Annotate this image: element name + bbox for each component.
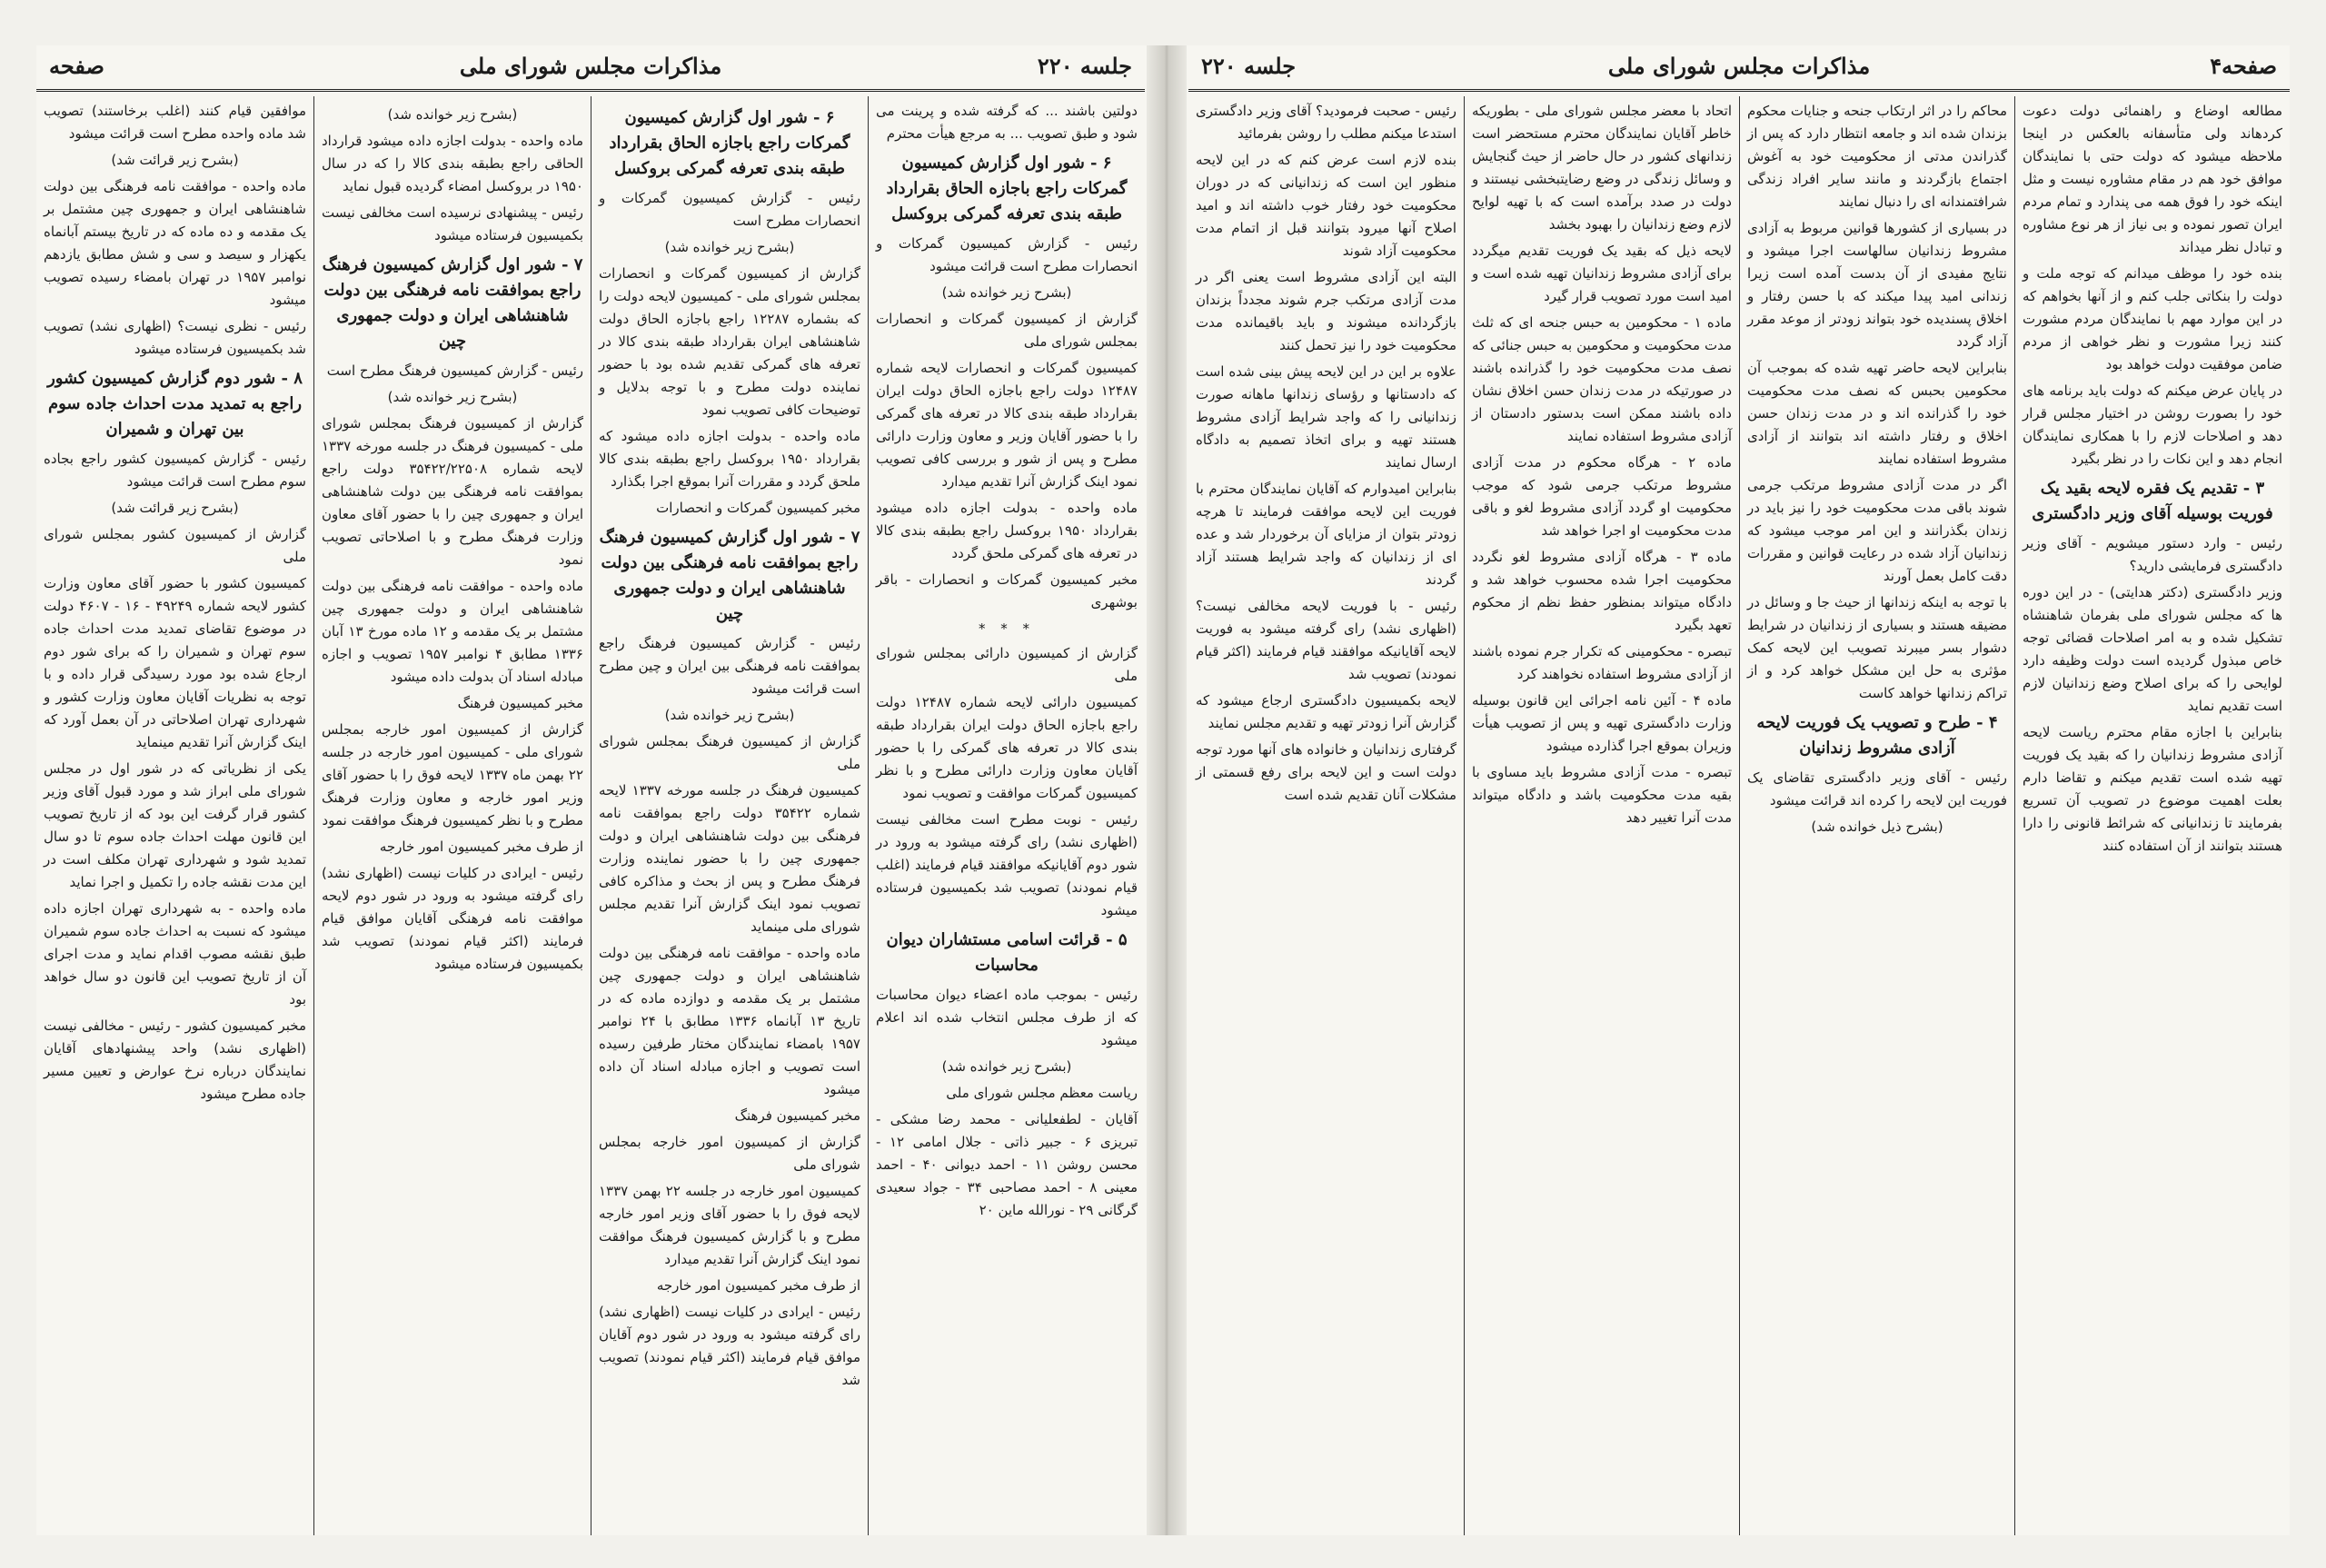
paragraph: ماده ۳ - هرگاه آزادی مشروط لغو نگردد محکومیت اجرا شده محسوب خواهد شد و دادگاه میتواند بمنظور حفظ نظم از محکوم تعهد بگیرد	[1472, 549, 1732, 633]
paragraph: با توجه به اینکه زندانها از حیث جا و وسائل در مضیقه هستند و بسیاری از زندانیان در شرایط دشوار بسر میبرند تصویب این لایحه کمک مؤثری به حل این مشکل خواهد کرد و از تراکم زندانها خواهد کاست	[1747, 594, 2007, 701]
section-heading: ۵ - قرائت اسامی مستشاران دیوان محاسبات	[886, 930, 1128, 975]
paragraph: ماده ۲ - هرگاه محکوم در مدت آزادی مشروط مرتکب جرمی شود که موجب محکومیت او گردد آزادی مشروط لغو و باقی مدت محکومیت او اجرا خواهد شد	[1472, 454, 1732, 539]
book-gutter	[1147, 45, 1187, 1535]
paragraph: لایحه بکمیسیون دادگستری ارجاع میشود که گزارش آنرا زودتر تهیه و تقدیم مجلس نمایند	[1196, 692, 1456, 731]
section-heading: ۳ - تقدیم یک فقره لایحه بقید یک فوریت بوسیله آقای وزیر دادگستری	[2032, 479, 2273, 523]
reading-note: (بشرح زیر خوانده شد)	[664, 239, 795, 255]
paragraph: در بسیاری از کشورها قوانین مربوط به آزادی مشروط زندانیان سالهاست اجرا میشود و نتایج مفیدی از آن بدست آمده است زیرا زندانی امید پیدا میکند که با حسن رفتار و اخلاق پسندیده خود بتواند زودتر از موعد مقرر آزاد گردد	[1747, 220, 2007, 350]
paragraph: بنابراین لایحه حاضر تهیه شده که بموجب آن محکومین بحبس که نصف مدت محکومیت خود را گذرانده اند و در مدت زندان حسن اخلاق و رفتار داشته اند بتوانند از آزادی مشروط استفاده نمایند	[1747, 360, 2007, 467]
paragraph: رئیس - ایرادی در کلیات نیست (اظهاری نشد) رای گرفته میشود به ورود در شور دوم آقایان موافق قیام فرمایند (اکثر قیام نمودند) تصویب شد	[599, 1304, 860, 1388]
paragraph: رئیس - گزارش کمیسیون گمرکات و انحصارات مطرح است قرائت میشود	[876, 235, 1138, 274]
text-column	[36, 96, 313, 1535]
paragraph: رئیس - گزارش کمیسیون فرهنگ راجع بموافقت نامه فرهنگی بین ایران و چین مطرح است قرائت میشود	[599, 635, 860, 697]
section-heading: ۷ - شور اول گزارش کمیسیون فرهنگ راجع بموافقت نامه فرهنگی بین دولت شاهنشاهی ایران و دولت جمهوری چین	[322, 255, 583, 351]
paragraph: کمیسیون امور خارجه در جلسه ۲۲ بهمن ۱۳۳۷ لایحه فوق را با حضور آقای وزیر امور خارجه مطرح و با گزارش کمیسیون فرهنگ موافقت نمود اینک گزارش آنرا تقدیم میدارد	[599, 1183, 860, 1267]
paragraph: رئیس - وارد دستور میشویم - آقای وزیر دادگستری فرمایشی دارید؟	[2023, 535, 2282, 574]
paragraph: رئیس - گزارش کمیسیون کشور راجع بجاده سوم مطرح است قرائت میشود	[44, 451, 306, 490]
page-number-label: صفحه۴	[2210, 53, 2277, 79]
paragraph: ماده واحده - بدولت اجازه داده میشود قرارداد الحاقی راجع بطبقه بندی کالا را که در سال ۱۹۵۰ در بروکسل امضاء گردیده قبول نماید	[322, 133, 583, 194]
paragraph: مخبر کمیسیون فرهنگ	[734, 1107, 860, 1124]
reading-note: (بشرح زیر خوانده شد)	[941, 1058, 1072, 1075]
text-column	[868, 96, 1145, 1535]
paragraph: رئیس - صحبت فرمودید؟ آقای وزیر دادگستری استدعا میکنم مطلب را روشن بفرمائید	[1196, 103, 1456, 142]
columns	[1188, 96, 2290, 1535]
paragraph: بنابراین امیدوارم که آقایان نمایندگان محترم با فوریت این لایحه موافقت فرمایند تا هرچه زودتر بتوان از مزایای آن برخوردار شد و عده ای از زندانیان که واجد شرایط هستند آزاد گردند	[1196, 481, 1456, 588]
paragraph: کمیسیون کشور با حضور آقای معاون وزارت کشور لایحه شماره ۴۹۲۴۹ - ۱۶ - ۴۶۰۷ دولت در موضوع تقاضای تمدید مدت احداث جاده سوم تهران و شمیران را که برای شور دوم ارجاع شده بود مورد رسیدگی قرار داده و با توجه به نظریات آقایان معاون وزارت کشور و شهرداری تهران اصلاحاتی در آن بعمل آورد که اینک گزارش آنرا تقدیم مینماید	[44, 575, 306, 750]
page-left	[36, 45, 1145, 1535]
paragraph: ریاست معظم مجلس شورای ملی	[946, 1085, 1138, 1101]
paragraph: ماده واحده - موافقت نامه فرهنگی بین دولت شاهنشاهی ایران و جمهوری چین مشتمل بر یک مقدمه و ده ماده که در تاریخ بیستم آبانماه یکهزار و سیصد و سی و شش مطابق یازدهم نوامبر ۱۹۵۷ در تهران بامضاء رسیده تصویب میشود	[44, 178, 306, 308]
paragraph: ماده واحده - موافقت نامه فرهنگی بین دولت شاهنشاهی ایران و دولت جمهوری چین مشتمل بر یک مقدمه و دوازده ماده که در تاریخ ۱۳ آبانماه ۱۳۳۶ مطابق با ۲۴ نوامبر ۱۹۵۷ بامضاء نمایندگان مختار طرفین رسیده است تصویب و اجازه مبادله اسناد آن داده میشود	[599, 945, 860, 1097]
paragraph: علاوه بر این در این لایحه پیش بینی شده است که دادستانها و رؤسای زندانها ماهانه صورت زندانیانی را که واجد شرایط آزادی مشروط هستند تهیه و برای اتخاذ تصمیم به دادگاه ارسال نمایند	[1196, 363, 1456, 471]
paragraph: بنابراین با اجازه مقام محترم ریاست لایحه آزادی مشروط زندانیان را که بقید یک فوریت تهیه شده است تقدیم میکنم و تقاضا دارم بعلت اهمیت موضوع در تصویب آن تسریع بفرمایند تا زندانیانی که شرائط قانونی را دارا هستند بتوانند از آن استفاده کنند	[2023, 724, 2282, 854]
session-label: جلسه ۲۲۰	[1037, 53, 1132, 79]
paragraph: گزارش از کمیسیون دارائی بمجلس شورای ملی	[876, 645, 1138, 684]
paragraph: رئیس - گزارش کمیسیون فرهنگ مطرح است	[326, 362, 583, 379]
section-heading: ۶ - شور اول گزارش کمیسیون گمرکات راجع باجازه الحاق بقرارداد طبقه بندی تعرفه گمرکی بروکسل	[886, 154, 1128, 223]
paragraph: ماده واحده - بدولت اجازه داده میشود که بقرارداد ۱۹۵۰ بروکسل راجع بطبقه بندی کالا ملحق گردد و مقررات آنرا بموقع اجرا بگذارد	[599, 428, 860, 490]
page-right	[1188, 45, 2290, 1535]
paragraph: اتحاد با معضر مجلس شورای ملی - بطوریکه خاطر آقایان نمایندگان محترم مستحضر است زندانهای کشور در حال حاضر از حیث گنجایش و وسائل زندگی در وضع رضایتبخشی نیستند و دولت در صدد برآمده است که با تهیه لوایح لازم وضع زندانیان را بهبود بخشد	[1472, 103, 1732, 233]
paragraph: رئیس - آقای وزیر دادگستری تقاضای یک فوریت این لایحه را کرده اند قرائت میشود	[1747, 769, 2007, 809]
text-column	[1188, 96, 1464, 1535]
paragraph: کمیسیون دارائی لایحه شماره ۱۲۴۸۷ دولت راجع باجازه الحاق دولت ایران بقرارداد طبقه بندی کالا در تعرفه های گمرکی را با حضور آقایان معاون وزارت دارائی مطرح و با نظر کمیسیون گمرکات موافقت و تصویب نمود	[876, 694, 1138, 801]
text-column	[1464, 96, 1739, 1535]
paragraph: ماده واحده - به شهرداری تهران اجازه داده میشود که نسبت به احداث جاده سوم شمیران طبق نقشه مصوب اقدام نماید و مدت اجرای آن از تاریخ تصویب این قانون دو سال خواهد بود	[44, 900, 306, 1007]
paragraph: مخبر کمیسیون گمرکات و انحصارات - باقر بوشهری	[876, 571, 1138, 610]
paragraph: گزارش از کمیسیون گمرکات و انحصارات بمجلس شورای ملی - کمیسیون لایحه دولت را که بشماره ۱۲۲۸۷ راجع باجازه الحاق دولت شاهنشاهی ایران بقرارداد طبقه بندی کالا در تعرفه های گمرکی تقدیم شده بود با حضور نماینده دولت مطرح و با توجه بدلایل و توضیحات کافی تصویب نمود	[599, 265, 861, 418]
reading-note: (بشرح زیر قرائت شد)	[111, 500, 239, 516]
paragraph: مخبر کمیسیون کشور - رئیس - مخالفی نیست (اظهاری نشد) واحد پیشنهادهای آقایان نمایندگان درباره نرخ عوارض و تعیین مسیر جاده مطرح میشود	[44, 1017, 306, 1102]
paragraph: مخبر کمیسیون گمرکات و انحصارات	[656, 500, 860, 516]
section-heading: ۴ - طرح و تصویب یک فوریت لایحه آزادی مشروط زندانیان	[1756, 713, 1998, 758]
paragraph: ماده ۱ - محکومین به حبس جنحه ای که ثلث مدت محکومیت و محکومین به حبس جنائی که نصف مدت محکومیت خود را گذرانده باشند در صورتیکه در مدت زندان حسن اخلاق نشان داده باشند ممکن است بدستور دادستان از آزادی مشروط استفاده نمایند	[1472, 314, 1732, 444]
page-header	[1188, 45, 2290, 92]
paragraph: گزارش از کمیسیون امور خارجه بمجلس شورای ملی	[599, 1134, 860, 1173]
paragraph: تبصره - مدت آزادی مشروط باید مساوی با بقیه مدت محکومیت باشد و دادگاه میتواند مدت آنرا تغییر دهد	[1472, 764, 1732, 826]
paragraph: یکی از نظریاتی که در شور اول در مجلس شورای ملی ابراز شد و مورد قبول آقای وزیر کشور قرار گرفت این بود که از تاریخ تصویب این قانون مهلت احداث جاده سوم تا دو سال تمدید شود و شهرداری تهران مکلف است در این مدت نقشه جاده را تکمیل و اجرا نماید	[44, 760, 306, 890]
page-header	[36, 45, 1145, 92]
paragraph: بنده لازم است عرض کنم که در این لایحه منظور این است که زندانیانی که در دوران محکومیت خود رفتار خوب داشته اند و امید اصلاح آنها میرود بتوانند قبل از اتمام مدت محکومیت آزاد شوند	[1196, 152, 1456, 259]
columns	[36, 96, 1145, 1535]
paragraph: مطالعه اوضاع و راهنمائی دولت دعوت کردهاند ولی متأسفانه بالعکس در اینجا ملاحظه میشود که دولت حتی با نمایندگان موافق خود هم در مقام مشاوره نیست و مثل اینکه خود را فوق همه می پندارد و تمام مردم ایران تصور نموده و بی نیاز از هر نوع مشاوره و تبادل نظر میداند	[2023, 103, 2282, 255]
text-column	[1739, 96, 2014, 1535]
paragraph: مخبر کمیسیون فرهنگ	[457, 695, 583, 711]
paragraph: ماده واحده - موافقت نامه فرهنگی بین دولت شاهنشاهی ایران و دولت جمهوری چین مشتمل بر یک مقدمه و ۱۲ ماده مورخ ۱۳ آبان ۱۳۳۶ مطابق ۴ نوامبر ۱۹۵۷ تصویب و اجازه مبادله اسناد آن بدولت داده میشود	[322, 578, 583, 685]
paragraph: رئیس - با فوریت لایحه مخالفی نیست؟ (اظهاری نشد) رای گرفته میشود به فوریت لایحه آقایانیکه موافقند قیام فرمایند (اکثر قیام نمودند) تصویب شد	[1196, 598, 1456, 682]
paragraph: گزارش از کمیسیون امور خارجه بمجلس شورای ملی - کمیسیون امور خارجه در جلسه ۲۲ بهمن ماه ۱۳۳۷ لایحه فوق را با حضور آقای وزیر امور خارجه و معاون وزارت فرهنگ مطرح و با نظر کمیسیون فرهنگ موافقت نمود	[322, 721, 584, 829]
paragraph: گزارش از کمیسیون فرهنگ بمجلس شورای ملی - کمیسیون فرهنگ در جلسه مورخه ۱۳۳۷ لایحه شماره ۳۵۴۲۲/۲۲۵۰۸ دولت راجع بموافقت نامه فرهنگی بین دولت شاهنشاهی ایران و جمهوری چین را با حضور آقای معاون وزارت فرهنگ مطرح و با اصلاحاتی تصویب نمود	[322, 415, 583, 568]
reading-note: (بشرح زیر خوانده شد)	[387, 389, 518, 405]
paragraph: محاکم را در اثر ارتکاب جنحه و جنایات محکوم بزندان شده اند و جامعه انتظار دارد که پس از گذراندن مدتی از محکومیت خود به آغوش اجتماع بازگردند و مانند سایر افراد زندگی شرافتمندانه ای را دنبال نمایند	[1747, 103, 2007, 210]
paragraph: موافقین قیام کنند (اغلب برخاستند) تصویب شد ماده واحده مطرح است قرائت میشود	[44, 103, 306, 142]
section-heading: ۸ - شور دوم گزارش کمیسیون کشور راجع به تمدید مدت احداث جاده سوم بین تهران و شمیران	[47, 369, 303, 439]
paragraph: اگر در مدت آزادی مشروط مرتکب جرمی شوند باقی مدت محکومیت خود را نیز باید در زندان بگذرانند و این امر موجب میشود که زندانیان آزاد شده در رعایت قوانین و مقررات دقت کامل بعمل آورند	[1747, 477, 2007, 584]
paragraph: لایحه ذیل که بقید یک فوریت تقدیم میگردد برای آزادی مشروط زندانیان تهیه شده است و امید است مورد تصویب قرار گیرد	[1472, 243, 1732, 304]
reading-note: (بشرح زیر خوانده شد)	[387, 106, 518, 123]
separator: * * *	[978, 620, 1036, 637]
reading-note: (بشرح ذیل خوانده شد)	[1811, 819, 1943, 835]
reading-note: (بشرح زیر خوانده شد)	[941, 284, 1072, 301]
page-number-label: صفحه	[49, 53, 104, 79]
session-label: جلسه ۲۲۰	[1201, 53, 1297, 79]
publication-title: مذاکرات مجلس شورای ملی	[1607, 53, 1871, 79]
paragraph: وزیر دادگستری (دکتر هدایتی) - در این دوره ها که مجلس شورای ملی بفرمان شاهنشاه تشکیل شده و به امر اصلاحات قضائی توجه خاص مبذول گردیده است دولت وظیفه دارد لوایحی را که برای اصلاح وضع زندانیان لازم است تقدیم نماید	[2023, 584, 2282, 714]
paragraph: رئیس - پیشنهادی نرسیده است مخالفی نیست بکمیسیون فرستاده میشود	[322, 204, 583, 243]
paragraph: بنده خود را موظف میدانم که توجه ملت و دولت را بنکاتی جلب کنم و از آنها بخواهم که در این موارد مهم با نمایندگان مردم مشورت کنند زیرا مشورت و نظر خواهی از مردم ضامن موفقیت دولت خواهد بود	[2023, 265, 2282, 372]
paragraph: رئیس - گزارش کمیسیون گمرکات و انحصارات مطرح است	[599, 190, 860, 229]
section-heading: ۷ - شور اول گزارش کمیسیون فرهنگ راجع بموافقت نامه فرهنگی بین دولت شاهنشاهی ایران و دولت جمهوری چین	[599, 528, 860, 623]
paragraph: گرفتاری زندانیان و خانواده های آنها مورد توجه دولت است و این لایحه برای رفع قسمتی از مشکلات آنان تقدیم شده است	[1196, 741, 1456, 803]
paragraph: کمیسیون فرهنگ در جلسه مورخه ۱۳۳۷ لایحه شماره ۳۵۴۲۲ دولت راجع بموافقت نامه فرهنگی بین دولت شاهنشاهی ایران و دولت جمهوری چین را با حضور نماینده وزارت فرهنگ مطرح و پس از بحث و مذاکره کافی تصویب نمود اینک گزارش آنرا تقدیم مجلس شورای ملی مینماید	[599, 782, 860, 935]
paragraph: رئیس - نوبت مطرح است مخالفی نیست (اظهاری نشد) رای گرفته میشود به ورود در شور دوم آقایانیکه موافقند قیام فرمایند (اغلب قیام نمودند) تصویب شد بکمیسیون فرستاده میشود	[876, 811, 1138, 918]
paragraph: تبصره - محکومینی که تکرار جرم نموده باشند از آزادی مشروط استفاده نخواهند کرد	[1472, 643, 1732, 682]
paragraph: ماده ۴ - آئین نامه اجرائی این قانون بوسیله وزارت دادگستری تهیه و پس از تصویب هیأت وزیران بموقع اجرا گذارده میشود	[1472, 692, 1732, 754]
paragraph: رئیس - ایرادی در کلیات نیست (اظهاری نشد) رای گرفته میشود به ورود در شور دوم لایحه موافقت نامه فرهنگی آقایان موافق قیام فرمایند (اکثر قیام نمودند) تصویب شد بکمیسیون فرستاده میشود	[322, 865, 583, 972]
reading-note: (بشرح زیر قرائت شد)	[111, 152, 239, 168]
paragraph: گزارش از کمیسیون گمرکات و انحصارات بمجلس شورای ملی	[876, 311, 1138, 350]
reading-note: (بشرح زیر خوانده شد)	[664, 707, 795, 723]
text-column	[313, 96, 591, 1535]
newspaper-spread	[36, 45, 2290, 1535]
paragraph: کمیسیون گمرکات و انحصارات لایحه شماره ۱۲۴۸۷ دولت راجع باجازه الحاق دولت ایران بقرارداد طبقه بندی کالا در تعرفه های گمرکی را با حضور آقایان وزیر و معاون وزارت دارائی مطرح و پس از شور و بررسی کافی تصویب نمود اینک گزارش آنرا تقدیم میدارد	[876, 360, 1138, 490]
paragraph: البته این آزادی مشروط است یعنی اگر در مدت آزادی مرتکب جرم شوند مجدداً بزندان بازگردانده میشوند و باید باقیمانده مدت محکومیت خود را نیز تحمل کنند	[1196, 269, 1456, 353]
paragraph: ماده واحده - بدولت اجازه داده میشود بقرارداد ۱۹۵۰ بروکسل راجع بطبقه بندی کالا در تعرفه های گمرکی ملحق گردد	[876, 500, 1138, 561]
paragraph: رئیس - بموجب ماده اعضاء دیوان محاسبات که از طرف مجلس انتخاب شده اند اعلام میشود	[876, 987, 1138, 1048]
section-heading: ۶ - شور اول گزارش کمیسیون گمرکات راجع باجازه الحاق بقرارداد طبقه بندی تعرفه گمرکی بروکسل	[609, 108, 850, 178]
paragraph: از طرف مخبر کمیسیون امور خارجه	[656, 1277, 860, 1294]
paragraph: گزارش از کمیسیون کشور بمجلس شورای ملی	[44, 526, 306, 565]
paragraph: رئیس - نظری نیست؟ (اظهاری نشد) تصویب شد بکمیسیون فرستاده میشود	[44, 318, 306, 357]
paragraph: گزارش از کمیسیون فرهنگ بمجلس شورای ملی	[599, 733, 860, 772]
text-column	[591, 96, 868, 1535]
text-column	[2014, 96, 2290, 1535]
paragraph: دولتین باشند ... که گرفته شده و پرینت می شود و طبق تصویب ... به مرجع هیأت محترم	[876, 103, 1138, 142]
paragraph: آقایان - لطفعلیانی - محمد رضا مشکی - تبریزی ۶ - جبیر ذاتی - جلال امامی ۱۲ - محسن روشن ۱۱ - احمد دیوانی ۴۰ - احمد معینی ۸ - احمد مصاحبی ۳۴ - جواد سعیدی گرگانی ۲۹ - نورالله ماین ۲۰	[876, 1111, 1138, 1218]
paragraph: در پایان عرض میکنم که دولت باید برنامه های خود را بصورت روشن در اختیار مجلس قرار دهد و اصلاحات لازم را با همکاری نمایندگان انجام دهد و این نکات را در نظر بگیرد	[2023, 382, 2282, 467]
publication-title: مذاکرات مجلس شورای ملی	[459, 53, 722, 79]
paragraph: از طرف مخبر کمیسیون امور خارجه	[379, 839, 583, 855]
